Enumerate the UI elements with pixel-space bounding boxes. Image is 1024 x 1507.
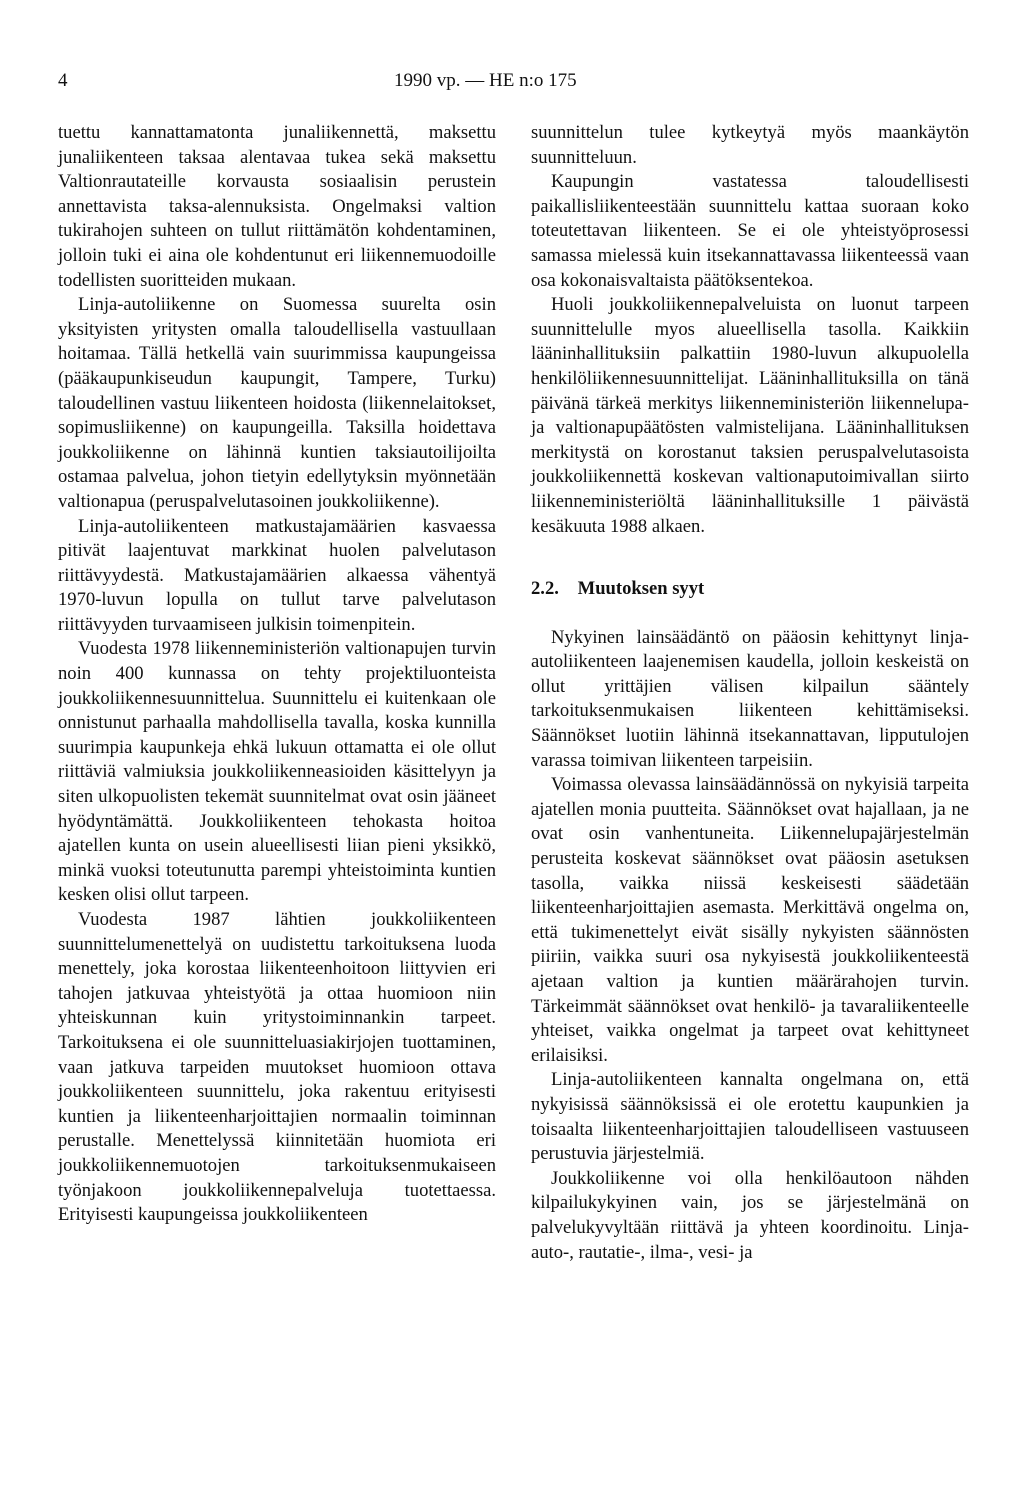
right-column bbox=[531, 121, 969, 1265]
right-paragraph-7: Joukkoliikenne voi olla henkilöautoon nähden kilpailukykyinen vain, jos se järjestelmänä on palvelukyvyltään riittävä ja yhteen koordinoitu. Linja-auto-, rautatie-, ilma-, vesi- ja bbox=[531, 1167, 969, 1263]
right-paragraph-3: Huoli joukkoliikennepalveluista on luonut tarpeen suunnittelulle myos alueellisella tasolla. Kaikkiin lääninhallituksiin palkattiin 1980-luvun alkupuolella henkilöliikennesuunnittelijat. Lääninhallituksilla on tänä päivänä tärkeä merkitys liikenneministeriön liikennelupa- ja valtionapupäätösten valmistelijana. Lääninhallituksen merkitystä on korostanut taksien peruspalvelutasoista joukkoliikennettä koskevan valtionaputoimivallan siirto liikenneministeriöltä lääninhallituksille 1 päivästä kesäkuuta 1988 alkaen. bbox=[531, 294, 969, 537]
page-header bbox=[0, 66, 1024, 96]
running-title: 1990 vp. — HE n:o 175 bbox=[394, 70, 577, 91]
right-paragraph-1: suunnittelun tulee kytkeytyä myös maankäytön suunnitteluun. bbox=[531, 122, 969, 168]
right-paragraph-6: Linja-autoliikenteen kannalta ongelmana on, että nykyisissä säännöksissä ei ole erotettu kaupunkien ja toisaalta liikenteenharjoittajien taloudelliseen vastuuseen perustuvia järjestelmiä. bbox=[531, 1069, 969, 1165]
left-paragraph-3: Linja-autoliikenteen matkustajamäärien kasvaessa pitivät laajentuvat markkinat huolen palvelutason riittävyydestä. Matkustajamäärien alkaessa vähentyä 1970-luvun lopulla on tullut tarve palvelutason riittävyyden turvaamiseen julkisin toimenpitein. bbox=[58, 515, 496, 635]
right-paragraph-4: Nykyinen lainsäädäntö on pääosin kehittynyt linja-autoliikenteen laajenemisen kaudella, jolloin keskeistä on ollut yrittäjien välisen kilpailun sääntely tarkoituksenmukaisen liikenteen kehittämiseksi. Säännökset luotiin lähinnä itsekannattavan, lipputulojen varassa toimivan liikenteen tarpeisiin. bbox=[531, 626, 969, 771]
section-heading bbox=[531, 577, 969, 602]
section-title: Muutoksen syyt bbox=[577, 578, 705, 600]
left-column bbox=[58, 121, 496, 1228]
left-paragraph-5: Vuodesta 1987 lähtien joukkoliikenteen suunnittelumenettelyä on uudistettu tarkoituksena luoda menettely, joka korostaa liikenteenhoitoon liittyvien eri tahojen jatkuvaa yhteistyötä ja ottaa huomioon niin yhteiskunnan kuin yritystoiminnankin tarpeet. Tarkoituksena ei ole suunnitteluasiakirjojen tuottaminen, vaan jatkuva tarpeiden muutokset huomioon ottava joukkoliikenteen suunnittelu, joka rakentuu erityisesti kuntien ja liikenteenharjoittajien normaalin toiminnan perustalle. Menettelyssä kiinnitetään huomiota eri joukkoliikennemuotojen tarkoituksenmukaiseen työnjakoon joukkoliikennepalveluja tuotettaessa. Erityisesti kaupungeissa joukkoliikenteen bbox=[58, 909, 496, 1226]
section-number: 2.2. bbox=[531, 578, 559, 600]
page-number: 4 bbox=[58, 70, 68, 91]
right-paragraph-2: Kaupungin vastatessa taloudellisesti paikallisliikenteestään suunnittelu kattaa suoraan koko toteutettavan liikenteen. Se ei ole yhteistyöprosessi samassa mielessä kuin itsekannattavassa liikenteessä vaan osa kokonaisvaltaista päätöksentekoa. bbox=[531, 171, 969, 291]
left-paragraph-1: tuettu kannattamatonta junaliikennettä, maksettu junaliikenteen taksaa alentavaa tukea sekä maksettu Valtionrautateille korvausta sosiaalisin perustein annettavista taksa-alennuksista. Ongelmaksi valtion tukirahojen suhteen on tullut riittämätön kohdentaminen, jolloin tuki ei aina ole kohdentunut eri liikennemuodoille todellisten suoritteiden mukaan. bbox=[58, 122, 496, 291]
left-paragraph-2: Linja-autoliikenne on Suomessa suurelta osin yksityisten yritysten omalla taloudellisella vastuullaan hoitamaa. Tällä hetkellä vain suurimmissa kaupungeissa (pääkaupunkiseudun kaupungit, Tampere, Turku) taloudellinen vastuu liikenteen hoidosta (liikennelaitokset, sopimusliikenne) on kaupungeilla. Taksilla hoidettava joukkoliikenne on lähinnä kuntien taksiautoilijoilta ostamaa palvelua, johon tietyin edellytyksin myönnetään valtionapua (peruspalvelutasoinen joukkoliikenne). bbox=[58, 294, 496, 512]
left-paragraph-4: Vuodesta 1978 liikenneministeriön valtionapujen turvin noin 400 kunnassa on tehty projektiluonteista joukkoliikennesuunnittelua. Suunnittelu ei kuitenkaan ole onnistunut parhaalla mahdollisella tavalla, koska kunnilla suurimpia kaupunkeja ehkä lukuun ottamatta ei ole ollut riittäviä valmiuksia joukkoliikenneasioiden käsittelyyn ja siten ulkopuolisten tekemät suunnitelmat ovat osin jääneet hyödyntämättä. Joukkoliikenteen tehokasta hoitoa ajatellen kunta on usein alueellisesti liian pieni yksikkö, minkä vuoksi toteutunutta parempi yhteistoiminta kuntien kesken olisi ollut tarpeen. bbox=[58, 638, 496, 906]
right-paragraph-5: Voimassa olevassa lainsäädännössä on nykyisiä tarpeita ajatellen monia puutteita. Säännökset ovat hajallaan, ja ne ovat osin vanhentuneita. Liikennelupajärjestelmän perusteita koskevat säännökset ovat pääosin asetuksen tasolla, vaikka niissä keskeisesti säädetään liikenteenharjoittajien asemasta. Merkittävä ongelma on, että tukimenettelyt eivät sisälly nykyisten säännösten piiriin, vaikka suuri osa nykyisestä joukkoliikenteestä ajetaan valtion ja kuntien määrärahojen turvin. Tärkeimmät säännökset ovat henkilö- ja tavaraliikenteelle yhteiset, vaikka ongelmat ja tarpeet ovat kehittyneet erilaisiksi. bbox=[531, 774, 969, 1066]
